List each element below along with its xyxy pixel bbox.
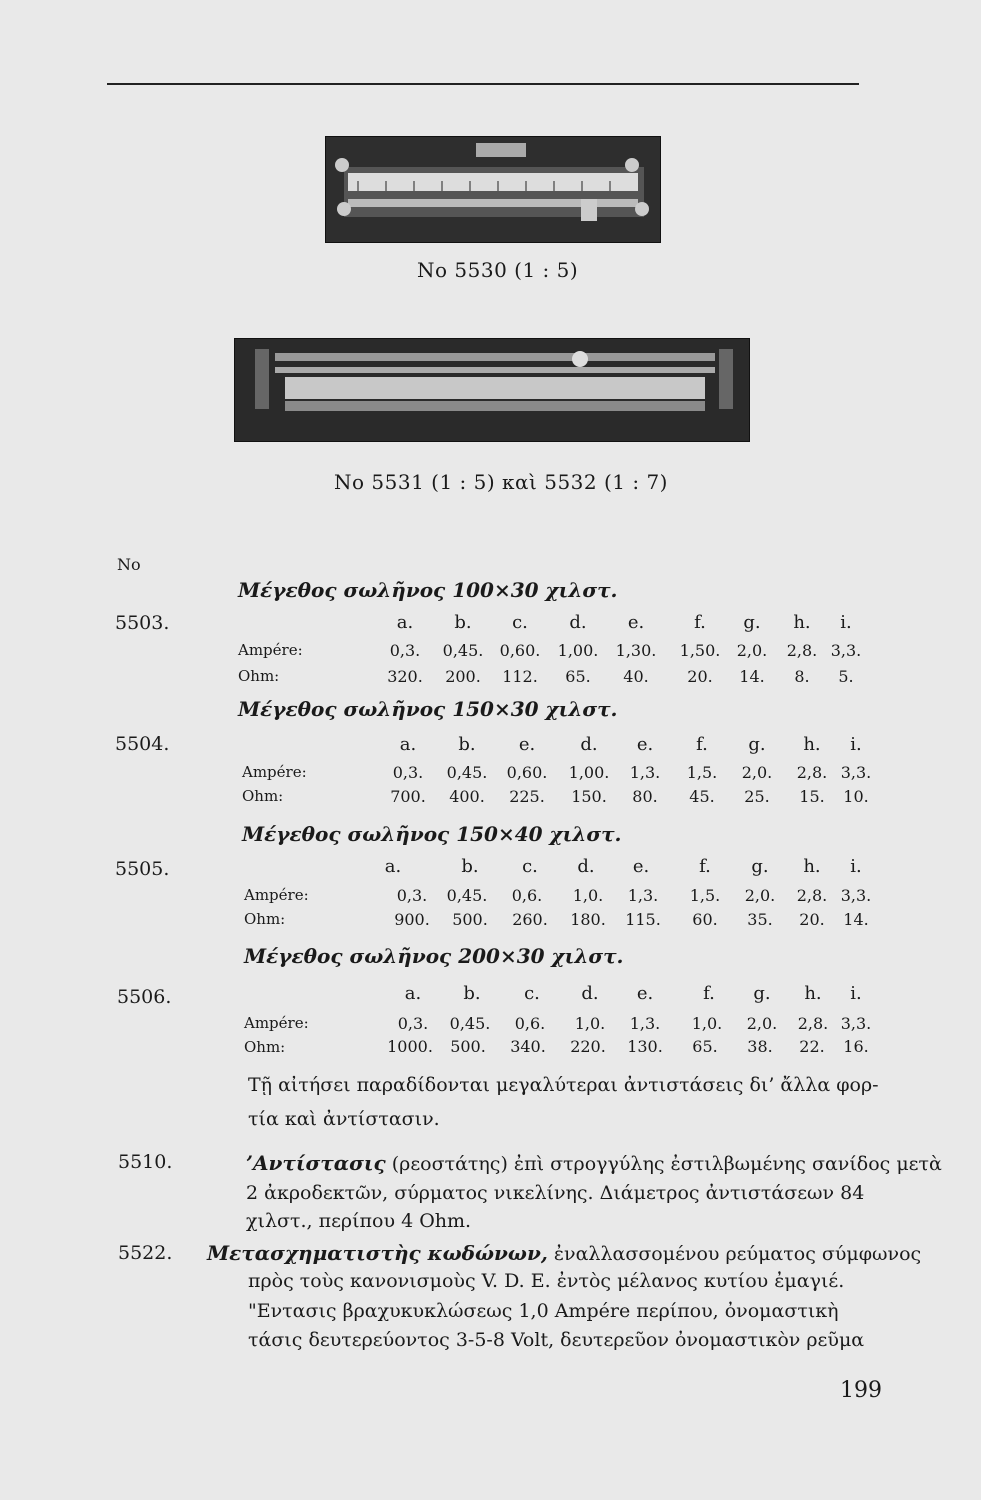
cell: 900. xyxy=(394,910,430,929)
cell: 500. xyxy=(452,910,488,929)
letters-row xyxy=(0,856,981,878)
cell: g. xyxy=(753,983,771,1004)
item-number: 5505. xyxy=(115,858,170,880)
cell: 0,45. xyxy=(446,886,488,905)
item-number: 5510. xyxy=(118,1151,173,1173)
cell: 700. xyxy=(390,787,426,806)
cell: 340. xyxy=(510,1037,546,1056)
cell: e. xyxy=(636,983,654,1004)
cell: 220. xyxy=(570,1037,606,1056)
cell: 115. xyxy=(625,910,661,929)
cell: a. xyxy=(399,734,417,755)
paragraph-line: χιλστ., περίπου 4 Ohm. xyxy=(246,1210,472,1232)
cell: 5. xyxy=(838,667,854,686)
cell: 3,3. xyxy=(830,641,862,660)
cell: d. xyxy=(581,983,599,1004)
cell: 112. xyxy=(502,667,538,686)
ampere-label: Ampére: xyxy=(242,763,307,781)
cell: 0,3. xyxy=(397,1014,429,1033)
cell: 1,5. xyxy=(689,886,721,905)
item-number: 5503. xyxy=(115,612,170,634)
cell: 0,60. xyxy=(506,763,548,782)
ohm-label: Ohm: xyxy=(244,1038,286,1056)
cell: 45. xyxy=(689,787,715,806)
cell: 1,00. xyxy=(557,641,599,660)
cell: 14. xyxy=(739,667,765,686)
cell: 0,3. xyxy=(396,886,428,905)
cell: b. xyxy=(463,983,481,1004)
cell: 10. xyxy=(843,787,869,806)
cell: 20. xyxy=(687,667,713,686)
cell: i. xyxy=(850,856,862,877)
no-column-label: No xyxy=(117,555,141,574)
page-number: 199 xyxy=(840,1378,882,1403)
cell: 500. xyxy=(450,1037,486,1056)
cell: e. xyxy=(636,734,654,755)
cell: 60. xyxy=(692,910,718,929)
cell: 1,0. xyxy=(574,1014,606,1033)
paragraph-line xyxy=(246,1150,942,1178)
ampere-label: Ampére: xyxy=(244,1014,309,1032)
cell: 0,6. xyxy=(514,1014,546,1033)
cell: f. xyxy=(699,856,711,877)
cell: 2,8. xyxy=(796,763,828,782)
cell: 38. xyxy=(747,1037,773,1056)
cell: c. xyxy=(522,856,538,877)
ampere-row xyxy=(0,1014,981,1034)
item-title: ’Αντίστασις xyxy=(246,1151,386,1175)
paragraph-line: 2 ἀκροδεκτῶν, σύρματος νικελίνης. Διάμετρος ἀντιστάσεων 84 xyxy=(246,1182,865,1204)
cell: 15. xyxy=(799,787,825,806)
cell: 2,0. xyxy=(744,886,776,905)
cell: 2,0. xyxy=(741,763,773,782)
cell: c. xyxy=(524,983,540,1004)
ampere-row xyxy=(0,886,981,906)
cell: a. xyxy=(396,612,414,633)
cell: 2,8. xyxy=(796,886,828,905)
cell: 150. xyxy=(571,787,607,806)
cell: g. xyxy=(748,734,766,755)
cell: i. xyxy=(850,983,862,1004)
cell: i. xyxy=(850,734,862,755)
cell: 35. xyxy=(747,910,773,929)
rheostat-photo-5530 xyxy=(325,136,661,243)
figure-caption-5531-5532: No 5531 (1 : 5) καὶ 5532 (1 : 7) xyxy=(334,470,668,494)
ohm-label: Ohm: xyxy=(242,787,284,805)
top-rule xyxy=(107,83,859,85)
cell: 0,45. xyxy=(446,763,488,782)
cell: a. xyxy=(384,856,402,877)
table-heading: Μέγεθος σωλῆνος 200×30 χιλστ. xyxy=(244,944,624,968)
ohm-row xyxy=(0,1037,981,1057)
cell: 1,3. xyxy=(627,886,659,905)
cell: b. xyxy=(458,734,476,755)
paragraph-text: ἐναλλασσομένου ρεύματος σύμφωνος xyxy=(553,1243,922,1265)
cell: 1,30. xyxy=(615,641,657,660)
cell: i. xyxy=(840,612,852,633)
cell: 2,0. xyxy=(746,1014,778,1033)
cell: 1,5. xyxy=(686,763,718,782)
cell: 40. xyxy=(623,667,649,686)
cell: 22. xyxy=(799,1037,825,1056)
cell: 20. xyxy=(799,910,825,929)
cell: 2,8. xyxy=(797,1014,829,1033)
cell: 1,3. xyxy=(629,1014,661,1033)
cell: 3,3. xyxy=(840,763,872,782)
cell: f. xyxy=(696,734,708,755)
cell: 2,0. xyxy=(736,641,768,660)
cell: 65. xyxy=(565,667,591,686)
letters-row xyxy=(0,734,981,756)
ohm-row xyxy=(0,787,981,807)
item-number: 5522. xyxy=(118,1242,173,1264)
cell: g. xyxy=(743,612,761,633)
cell: 3,3. xyxy=(840,886,872,905)
cell: 130. xyxy=(627,1037,663,1056)
note-line: τία καὶ ἀντίστασιν. xyxy=(248,1108,440,1130)
cell: 0,3. xyxy=(389,641,421,660)
cell: h. xyxy=(804,983,822,1004)
ampere-row xyxy=(0,763,981,783)
cell: 0,60. xyxy=(499,641,541,660)
cell: a. xyxy=(404,983,422,1004)
cell: d. xyxy=(569,612,587,633)
ampere-label: Ampére: xyxy=(244,886,309,904)
cell: h. xyxy=(803,734,821,755)
cell: 1,00. xyxy=(568,763,610,782)
cell: 1,50. xyxy=(679,641,721,660)
note-line: Τῇ αἰτήσει παραδίδονται μεγαλύτεραι ἀντιστάσεις δι’ ἄλλα φορ- xyxy=(248,1074,879,1096)
cell: c. xyxy=(512,612,528,633)
cell: 1,3. xyxy=(629,763,661,782)
ampere-label: Ampére: xyxy=(238,641,303,659)
item-number: 5506. xyxy=(117,986,172,1008)
cell: 260. xyxy=(512,910,548,929)
cell: 180. xyxy=(570,910,606,929)
paragraph-line: τάσις δευτερεύοντος 3-5-8 Volt, δευτερεῦον ὀνομαστικὸν ρεῦμα xyxy=(248,1329,865,1351)
cell: d. xyxy=(577,856,595,877)
ampere-row xyxy=(0,641,981,661)
letters-row xyxy=(0,612,981,634)
paragraph-line: πρὸς τοὺς κανονισμοὺς V. D. E. ἐντὸς μέλανος κυτίου ἐμαγιέ. xyxy=(248,1270,845,1292)
cell: 14. xyxy=(843,910,869,929)
paragraph-line xyxy=(207,1240,921,1268)
cell: 1,0. xyxy=(572,886,604,905)
cell: h. xyxy=(803,856,821,877)
rheostat-photo-5531-5532 xyxy=(234,338,750,442)
cell: 200. xyxy=(445,667,481,686)
cell: 225. xyxy=(509,787,545,806)
table-heading: Μέγεθος σωλῆνος 150×30 χιλστ. xyxy=(238,697,618,721)
cell: 1,0. xyxy=(691,1014,723,1033)
cell: f. xyxy=(703,983,715,1004)
cell: d. xyxy=(580,734,598,755)
table-heading: Μέγεθος σωλῆνος 150×40 χιλστ. xyxy=(242,822,622,846)
cell: 0,3. xyxy=(392,763,424,782)
table-heading: Μέγεθος σωλῆνος 100×30 χιλστ. xyxy=(238,578,618,602)
item-title: Μετασχηματιστὴς κωδώνων, xyxy=(207,1241,548,1265)
cell: e. xyxy=(627,612,645,633)
cell: e. xyxy=(518,734,536,755)
cell: 0,6. xyxy=(511,886,543,905)
cell: f. xyxy=(694,612,706,633)
cell: 400. xyxy=(449,787,485,806)
cell: h. xyxy=(793,612,811,633)
letters-row xyxy=(0,983,981,1005)
cell: 0,45. xyxy=(449,1014,491,1033)
cell: 8. xyxy=(794,667,810,686)
cell: 2,8. xyxy=(786,641,818,660)
cell: 0,45. xyxy=(442,641,484,660)
paragraph-line: "Εντασις βραχυκυκλώσεως 1,0 Ampére περίπου, ὀνομαστικὴ xyxy=(248,1300,839,1322)
ohm-label: Ohm: xyxy=(238,667,280,685)
ohm-label: Ohm: xyxy=(244,910,286,928)
cell: 80. xyxy=(632,787,658,806)
cell: b. xyxy=(461,856,479,877)
cell: b. xyxy=(454,612,472,633)
paragraph-text: (ρεοστάτης) ἐπὶ στρογγύλης ἐστιλβωμένης σανίδος μετὰ xyxy=(391,1153,942,1175)
figure-caption-5530: No 5530 (1 : 5) xyxy=(417,258,579,282)
cell: 65. xyxy=(692,1037,718,1056)
cell: g. xyxy=(751,856,769,877)
ohm-row xyxy=(0,667,981,687)
cell: 16. xyxy=(843,1037,869,1056)
cell: 3,3. xyxy=(840,1014,872,1033)
cell: 320. xyxy=(387,667,423,686)
item-number: 5504. xyxy=(115,733,170,755)
ohm-row xyxy=(0,910,981,930)
cell: 25. xyxy=(744,787,770,806)
cell: e. xyxy=(632,856,650,877)
cell: 1000. xyxy=(387,1037,433,1056)
